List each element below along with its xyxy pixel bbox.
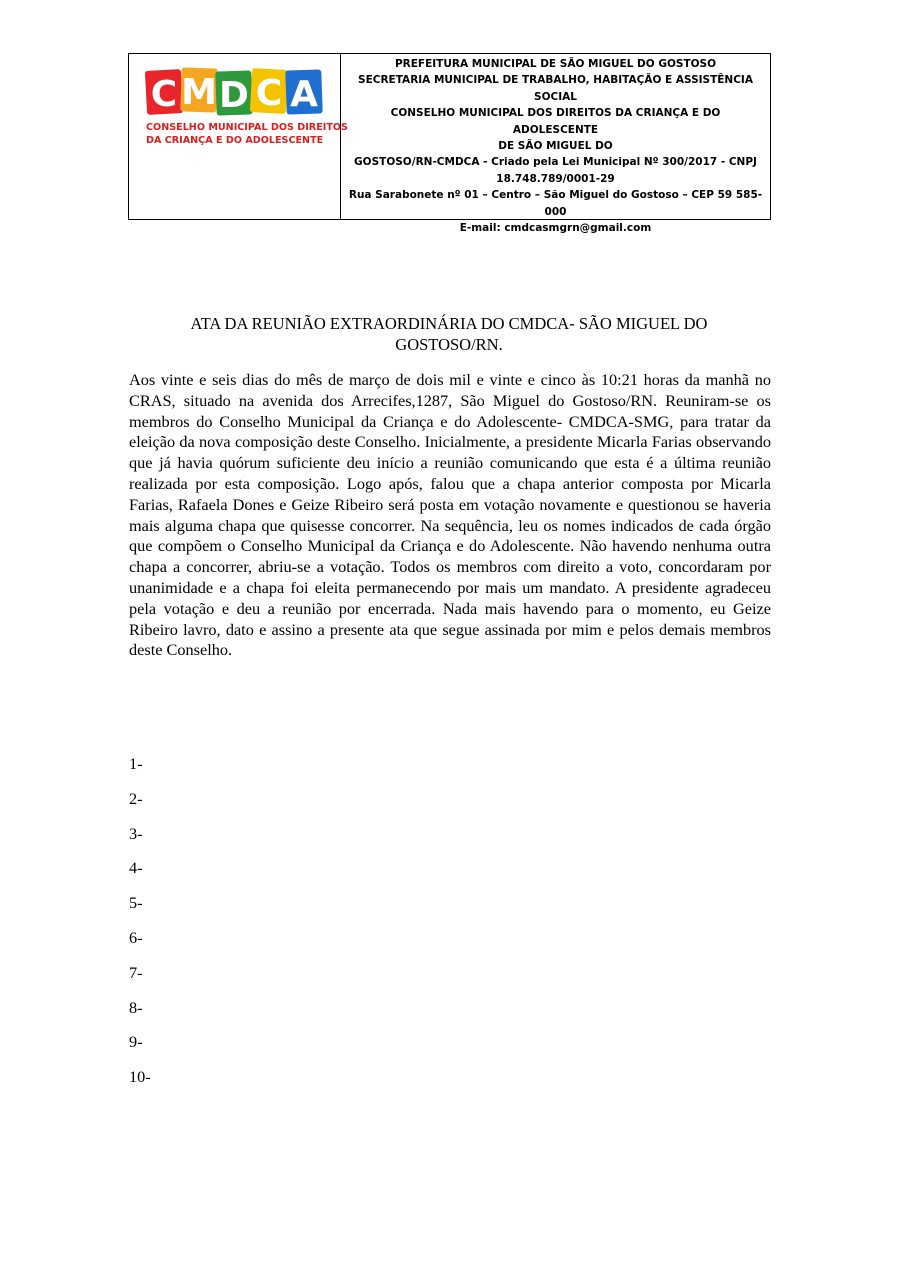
document-title: ATA DA REUNIÃO EXTRAORDINÁRIA DO CMDCA- SÃO MIGUEL DO GOSTOSO/RN. — [190, 314, 708, 354]
letterhead-line: GOSTOSO/RN-CMDCA - Criado pela Lei Municipal Nº 300/2017 - CNPJ — [354, 156, 757, 169]
signature-line: 4- — [129, 858, 143, 878]
logo-subtitle-line2: DA CRIANÇA E DO ADOLESCENTE — [145, 135, 323, 146]
signature-line: 6- — [129, 927, 143, 947]
letterhead-email: E-mail: cmdcasmgrn@gmail.com — [459, 222, 652, 235]
logo-letter: M — [180, 72, 217, 113]
logo-letters — [150, 72, 317, 116]
logo-subtitle — [146, 122, 348, 146]
logo-letter: A — [289, 74, 318, 115]
letterhead-line: SOCIAL — [534, 90, 577, 103]
signature-line: 10- — [129, 1067, 151, 1087]
letterhead-info — [341, 54, 770, 235]
cmdca-logo — [144, 62, 348, 152]
letterhead-line: 18.748.789/0001-29 — [496, 172, 615, 185]
letterhead-line: DE SÃO MIGUEL DO — [498, 140, 613, 153]
letterhead-line: Rua Sarabonete nº 01 – Centro – São Miguel do Gostoso – CEP 59 585- — [348, 189, 763, 202]
signature-line: 1- — [129, 754, 143, 773]
signature-list — [129, 753, 151, 1101]
signature-line: 8- — [129, 997, 143, 1017]
signature-line: 2- — [129, 788, 143, 808]
logo-subtitle-line1: CONSELHO MUNICIPAL DOS DIREITOS — [145, 122, 348, 133]
letterhead — [128, 53, 771, 235]
letterhead-line: PREFEITURA MUNICIPAL DE SÃO MIGUEL DO GOSTOSO — [394, 58, 717, 70]
letterhead-line: CONSELHO MUNICIPAL DOS DIREITOS DA CRIANÇA E DO ADOLESCENTE — [390, 107, 721, 136]
logo-cell — [129, 54, 348, 219]
logo-letter: D — [218, 75, 249, 116]
signature-line: 9- — [129, 1032, 143, 1052]
signature-line: 3- — [129, 823, 143, 843]
signature-line: 7- — [129, 962, 143, 982]
minutes-body: Aos vinte e seis dias do mês de março de dois mil e vinte e cinco às 10:21 horas da manhã no CRAS, situado na avenida dos Arrecifes,1287, São Miguel do Gostoso/RN. Reuniram-se os membros do Conselho Municipal da Criança e do Adolescente- CMDCA-SMG, para tratar da eleição da nova composição deste Conselho. Inicialmente, a presidente Micarla Farias observando que já havia quórum suficiente deu início a reunião comunicando que esta é a última reunião realizada por esta composição. Logo após, falou que a chapa anterior composta por Micarla Farias, Rafaela Dones e Geize Ribeiro será posta em votação novamente e questionou se haveria mais alguma chapa que quisesse concorrer. Na sequência, leu os nomes indicados de cada órgão que compõem o Conselho Municipal da Criança e do Adolescente. Não havendo nenhuma outra chapa a concorrer, abriu-se a votação. Todos os membros com direito a voto, concordaram por unanimidade e a chapa foi eleita permanecendo por mais um mandato. A presidente agradeceu pela votação e deu a reunião por encerrada. Nada mais havendo para o momento, eu Geize Ribeiro lavro, dato e assino a presente ata que segue assinada por mim e pelos demais membros deste Conselho. — [129, 370, 771, 660]
letterhead-line: 000 — [544, 205, 567, 218]
logo-letter: C — [255, 73, 282, 114]
signature-line: 5- — [129, 893, 143, 913]
letterhead-line: SECRETARIA MUNICIPAL DE TRABALHO, HABITAÇÃO E ASSISTÊNCIA — [358, 74, 753, 87]
logo-letter: C — [150, 74, 177, 115]
